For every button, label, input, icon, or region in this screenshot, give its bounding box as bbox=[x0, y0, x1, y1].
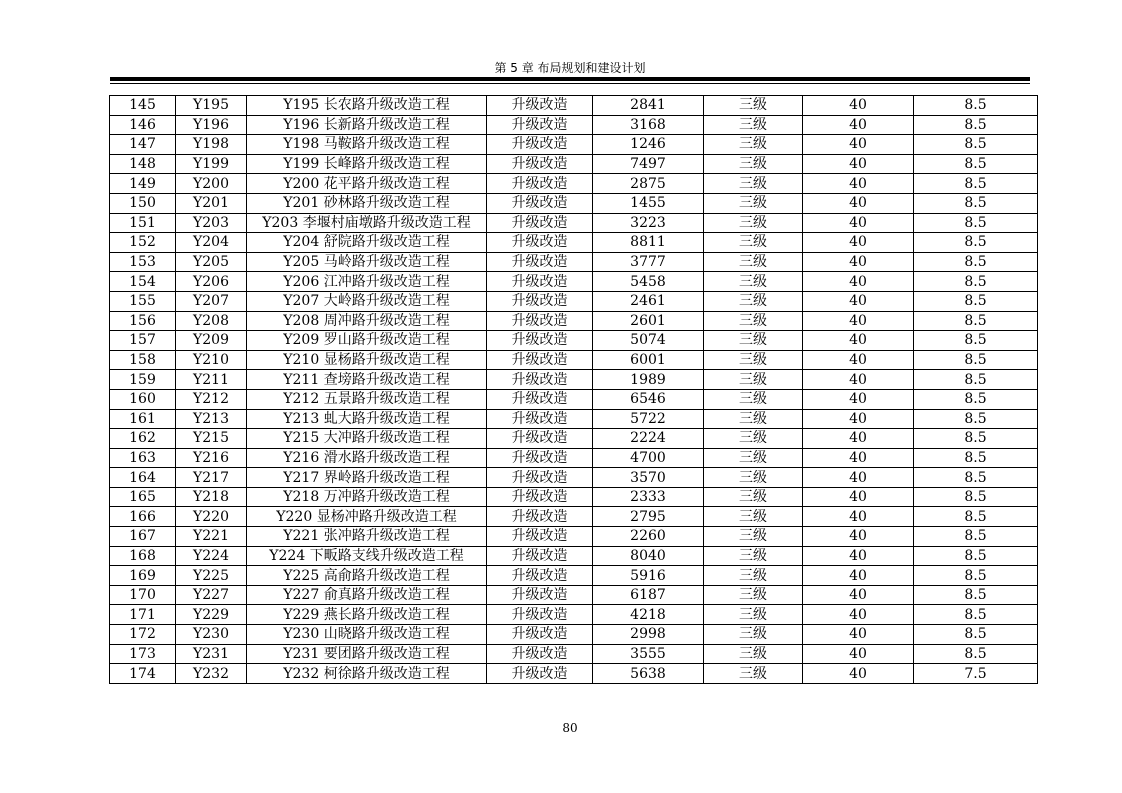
length-cell: 6187 bbox=[593, 585, 704, 605]
roadbed-width-cell: 8.5 bbox=[914, 370, 1038, 390]
project-name-cell: Y196 长新路升级改造工程 bbox=[247, 115, 487, 135]
roadbed-width-cell: 8.5 bbox=[914, 311, 1038, 331]
project-name-cell: Y224 下畈路支线升级改造工程 bbox=[247, 546, 487, 566]
design-speed-cell: 40 bbox=[803, 585, 914, 605]
project-name-cell: Y218 万冲路升级改造工程 bbox=[247, 487, 487, 507]
construction-type-cell: 升级改造 bbox=[487, 272, 593, 292]
row-index-cell: 165 bbox=[110, 487, 176, 507]
road-code-cell: Y206 bbox=[176, 272, 247, 292]
table-row bbox=[110, 409, 1038, 429]
road-code-cell: Y225 bbox=[176, 566, 247, 586]
construction-type-cell: 升级改造 bbox=[487, 213, 593, 233]
road-grade-cell: 三级 bbox=[704, 468, 803, 488]
row-index-cell: 147 bbox=[110, 135, 176, 155]
table-row bbox=[110, 429, 1038, 449]
project-name-cell: Y198 马鞍路升级改造工程 bbox=[247, 135, 487, 155]
road-grade-cell: 三级 bbox=[704, 331, 803, 351]
length-cell: 8811 bbox=[593, 233, 704, 253]
length-cell: 2998 bbox=[593, 625, 704, 645]
road-code-cell: Y209 bbox=[176, 331, 247, 351]
road-code-cell: Y215 bbox=[176, 429, 247, 449]
road-grade-cell: 三级 bbox=[704, 566, 803, 586]
construction-type-cell: 升级改造 bbox=[487, 311, 593, 331]
row-index-cell: 173 bbox=[110, 644, 176, 664]
design-speed-cell: 40 bbox=[803, 252, 914, 272]
project-name-cell: Y207 大岭路升级改造工程 bbox=[247, 291, 487, 311]
table-row bbox=[110, 546, 1038, 566]
length-cell: 4700 bbox=[593, 448, 704, 468]
road-grade-cell: 三级 bbox=[704, 664, 803, 684]
design-speed-cell: 40 bbox=[803, 96, 914, 116]
road-code-cell: Y205 bbox=[176, 252, 247, 272]
road-code-cell: Y216 bbox=[176, 448, 247, 468]
design-speed-cell: 40 bbox=[803, 487, 914, 507]
roadbed-width-cell: 8.5 bbox=[914, 115, 1038, 135]
table-row bbox=[110, 389, 1038, 409]
project-name-cell: Y217 界岭路升级改造工程 bbox=[247, 468, 487, 488]
row-index-cell: 174 bbox=[110, 664, 176, 684]
road-code-cell: Y221 bbox=[176, 527, 247, 547]
roadbed-width-cell: 8.5 bbox=[914, 507, 1038, 527]
project-name-cell: Y206 江冲路升级改造工程 bbox=[247, 272, 487, 292]
length-cell: 1246 bbox=[593, 135, 704, 155]
design-speed-cell: 40 bbox=[803, 546, 914, 566]
row-index-cell: 161 bbox=[110, 409, 176, 429]
road-code-cell: Y227 bbox=[176, 585, 247, 605]
table-row bbox=[110, 605, 1038, 625]
table-row bbox=[110, 370, 1038, 390]
design-speed-cell: 40 bbox=[803, 448, 914, 468]
road-grade-cell: 三级 bbox=[704, 213, 803, 233]
table-row bbox=[110, 625, 1038, 645]
design-speed-cell: 40 bbox=[803, 527, 914, 547]
chapter-title: 第 5 章 布局规划和建设计划 bbox=[494, 61, 646, 75]
design-speed-cell: 40 bbox=[803, 409, 914, 429]
header-rule-thin bbox=[110, 83, 1030, 84]
road-grade-cell: 三级 bbox=[704, 233, 803, 253]
project-name-cell: Y203 李堰村庙墩路升级改造工程 bbox=[247, 213, 487, 233]
length-cell: 5722 bbox=[593, 409, 704, 429]
roadbed-width-cell: 8.5 bbox=[914, 527, 1038, 547]
design-speed-cell: 40 bbox=[803, 233, 914, 253]
road-code-cell: Y224 bbox=[176, 546, 247, 566]
design-speed-cell: 40 bbox=[803, 174, 914, 194]
project-name-cell: Y232 柯徐路升级改造工程 bbox=[247, 664, 487, 684]
road-code-cell: Y195 bbox=[176, 96, 247, 116]
construction-type-cell: 升级改造 bbox=[487, 527, 593, 547]
design-speed-cell: 40 bbox=[803, 566, 914, 586]
project-name-cell: Y200 花平路升级改造工程 bbox=[247, 174, 487, 194]
roadbed-width-cell: 8.5 bbox=[914, 429, 1038, 449]
construction-type-cell: 升级改造 bbox=[487, 252, 593, 272]
design-speed-cell: 40 bbox=[803, 350, 914, 370]
design-speed-cell: 40 bbox=[803, 154, 914, 174]
road-grade-cell: 三级 bbox=[704, 429, 803, 449]
roadbed-width-cell: 8.5 bbox=[914, 566, 1038, 586]
row-index-cell: 145 bbox=[110, 96, 176, 116]
table-row bbox=[110, 487, 1038, 507]
road-code-cell: Y212 bbox=[176, 389, 247, 409]
row-index-cell: 159 bbox=[110, 370, 176, 390]
construction-type-cell: 升级改造 bbox=[487, 409, 593, 429]
row-index-cell: 152 bbox=[110, 233, 176, 253]
design-speed-cell: 40 bbox=[803, 468, 914, 488]
roadbed-width-cell: 8.5 bbox=[914, 605, 1038, 625]
table-row bbox=[110, 448, 1038, 468]
road-grade-cell: 三级 bbox=[704, 154, 803, 174]
road-code-cell: Y232 bbox=[176, 664, 247, 684]
construction-type-cell: 升级改造 bbox=[487, 625, 593, 645]
table-row bbox=[110, 644, 1038, 664]
roadbed-width-cell: 8.5 bbox=[914, 233, 1038, 253]
road-code-cell: Y217 bbox=[176, 468, 247, 488]
row-index-cell: 150 bbox=[110, 193, 176, 213]
table-row bbox=[110, 566, 1038, 586]
roadbed-width-cell: 8.5 bbox=[914, 213, 1038, 233]
length-cell: 3555 bbox=[593, 644, 704, 664]
project-name-cell: Y211 查塝路升级改造工程 bbox=[247, 370, 487, 390]
table-row bbox=[110, 115, 1038, 135]
table-row bbox=[110, 174, 1038, 194]
road-code-cell: Y211 bbox=[176, 370, 247, 390]
table-row bbox=[110, 252, 1038, 272]
length-cell: 5916 bbox=[593, 566, 704, 586]
roadbed-width-cell: 8.5 bbox=[914, 409, 1038, 429]
road-grade-cell: 三级 bbox=[704, 546, 803, 566]
road-grade-cell: 三级 bbox=[704, 291, 803, 311]
project-name-cell: Y231 要团路升级改造工程 bbox=[247, 644, 487, 664]
design-speed-cell: 40 bbox=[803, 213, 914, 233]
road-grade-cell: 三级 bbox=[704, 389, 803, 409]
construction-type-cell: 升级改造 bbox=[487, 193, 593, 213]
row-index-cell: 158 bbox=[110, 350, 176, 370]
road-code-cell: Y220 bbox=[176, 507, 247, 527]
row-index-cell: 153 bbox=[110, 252, 176, 272]
roadbed-width-cell: 8.5 bbox=[914, 96, 1038, 116]
roadbed-width-cell: 7.5 bbox=[914, 664, 1038, 684]
roadbed-width-cell: 8.5 bbox=[914, 625, 1038, 645]
project-name-cell: Y205 马岭路升级改造工程 bbox=[247, 252, 487, 272]
table-row bbox=[110, 311, 1038, 331]
road-grade-cell: 三级 bbox=[704, 507, 803, 527]
project-table bbox=[109, 95, 1038, 684]
road-grade-cell: 三级 bbox=[704, 644, 803, 664]
header-rule-thick bbox=[110, 77, 1030, 81]
construction-type-cell: 升级改造 bbox=[487, 96, 593, 116]
construction-type-cell: 升级改造 bbox=[487, 291, 593, 311]
project-name-cell: Y209 罗山路升级改造工程 bbox=[247, 331, 487, 351]
design-speed-cell: 40 bbox=[803, 193, 914, 213]
design-speed-cell: 40 bbox=[803, 389, 914, 409]
road-grade-cell: 三级 bbox=[704, 115, 803, 135]
length-cell: 5074 bbox=[593, 331, 704, 351]
construction-type-cell: 升级改造 bbox=[487, 154, 593, 174]
table-row bbox=[110, 585, 1038, 605]
table-row bbox=[110, 468, 1038, 488]
table-row bbox=[110, 213, 1038, 233]
roadbed-width-cell: 8.5 bbox=[914, 350, 1038, 370]
road-code-cell: Y208 bbox=[176, 311, 247, 331]
length-cell: 8040 bbox=[593, 546, 704, 566]
construction-type-cell: 升级改造 bbox=[487, 115, 593, 135]
road-grade-cell: 三级 bbox=[704, 527, 803, 547]
project-name-cell: Y210 显杨路升级改造工程 bbox=[247, 350, 487, 370]
roadbed-width-cell: 8.5 bbox=[914, 644, 1038, 664]
design-speed-cell: 40 bbox=[803, 664, 914, 684]
project-name-cell: Y212 五景路升级改造工程 bbox=[247, 389, 487, 409]
road-code-cell: Y231 bbox=[176, 644, 247, 664]
construction-type-cell: 升级改造 bbox=[487, 135, 593, 155]
length-cell: 3223 bbox=[593, 213, 704, 233]
road-grade-cell: 三级 bbox=[704, 625, 803, 645]
roadbed-width-cell: 8.5 bbox=[914, 546, 1038, 566]
construction-type-cell: 升级改造 bbox=[487, 331, 593, 351]
table-row bbox=[110, 507, 1038, 527]
road-grade-cell: 三级 bbox=[704, 193, 803, 213]
design-speed-cell: 40 bbox=[803, 272, 914, 292]
project-name-cell: Y221 张冲路升级改造工程 bbox=[247, 527, 487, 547]
road-grade-cell: 三级 bbox=[704, 487, 803, 507]
road-code-cell: Y201 bbox=[176, 193, 247, 213]
length-cell: 3777 bbox=[593, 252, 704, 272]
project-name-cell: Y225 高俞路升级改造工程 bbox=[247, 566, 487, 586]
road-grade-cell: 三级 bbox=[704, 311, 803, 331]
road-code-cell: Y230 bbox=[176, 625, 247, 645]
row-index-cell: 172 bbox=[110, 625, 176, 645]
project-name-cell: Y229 燕长路升级改造工程 bbox=[247, 605, 487, 625]
row-index-cell: 167 bbox=[110, 527, 176, 547]
design-speed-cell: 40 bbox=[803, 625, 914, 645]
table-row bbox=[110, 527, 1038, 547]
row-index-cell: 151 bbox=[110, 213, 176, 233]
construction-type-cell: 升级改造 bbox=[487, 566, 593, 586]
table-row bbox=[110, 350, 1038, 370]
road-code-cell: Y199 bbox=[176, 154, 247, 174]
row-index-cell: 148 bbox=[110, 154, 176, 174]
construction-type-cell: 升级改造 bbox=[487, 664, 593, 684]
roadbed-width-cell: 8.5 bbox=[914, 585, 1038, 605]
project-name-cell: Y199 长峰路升级改造工程 bbox=[247, 154, 487, 174]
roadbed-width-cell: 8.5 bbox=[914, 468, 1038, 488]
road-grade-cell: 三级 bbox=[704, 350, 803, 370]
roadbed-width-cell: 8.5 bbox=[914, 448, 1038, 468]
road-grade-cell: 三级 bbox=[704, 135, 803, 155]
design-speed-cell: 40 bbox=[803, 135, 914, 155]
table-row bbox=[110, 331, 1038, 351]
length-cell: 2795 bbox=[593, 507, 704, 527]
construction-type-cell: 升级改造 bbox=[487, 448, 593, 468]
length-cell: 1989 bbox=[593, 370, 704, 390]
design-speed-cell: 40 bbox=[803, 115, 914, 135]
roadbed-width-cell: 8.5 bbox=[914, 154, 1038, 174]
length-cell: 2601 bbox=[593, 311, 704, 331]
road-code-cell: Y203 bbox=[176, 213, 247, 233]
table-body bbox=[110, 96, 1038, 684]
length-cell: 2875 bbox=[593, 174, 704, 194]
project-name-cell: Y216 滑水路升级改造工程 bbox=[247, 448, 487, 468]
table-row bbox=[110, 233, 1038, 253]
road-grade-cell: 三级 bbox=[704, 409, 803, 429]
roadbed-width-cell: 8.5 bbox=[914, 252, 1038, 272]
construction-type-cell: 升级改造 bbox=[487, 644, 593, 664]
roadbed-width-cell: 8.5 bbox=[914, 135, 1038, 155]
road-code-cell: Y204 bbox=[176, 233, 247, 253]
road-code-cell: Y229 bbox=[176, 605, 247, 625]
project-name-cell: Y230 山晓路升级改造工程 bbox=[247, 625, 487, 645]
road-code-cell: Y198 bbox=[176, 135, 247, 155]
length-cell: 2461 bbox=[593, 291, 704, 311]
length-cell: 6546 bbox=[593, 389, 704, 409]
length-cell: 2333 bbox=[593, 487, 704, 507]
page-number: 80 bbox=[562, 721, 578, 735]
road-grade-cell: 三级 bbox=[704, 252, 803, 272]
road-grade-cell: 三级 bbox=[704, 174, 803, 194]
table-row bbox=[110, 96, 1038, 116]
roadbed-width-cell: 8.5 bbox=[914, 193, 1038, 213]
design-speed-cell: 40 bbox=[803, 429, 914, 449]
row-index-cell: 155 bbox=[110, 291, 176, 311]
row-index-cell: 156 bbox=[110, 311, 176, 331]
row-index-cell: 162 bbox=[110, 429, 176, 449]
project-name-cell: Y204 舒院路升级改造工程 bbox=[247, 233, 487, 253]
roadbed-width-cell: 8.5 bbox=[914, 389, 1038, 409]
design-speed-cell: 40 bbox=[803, 291, 914, 311]
row-index-cell: 169 bbox=[110, 566, 176, 586]
length-cell: 6001 bbox=[593, 350, 704, 370]
length-cell: 7497 bbox=[593, 154, 704, 174]
row-index-cell: 164 bbox=[110, 468, 176, 488]
road-code-cell: Y210 bbox=[176, 350, 247, 370]
construction-type-cell: 升级改造 bbox=[487, 174, 593, 194]
table-row bbox=[110, 193, 1038, 213]
construction-type-cell: 升级改造 bbox=[487, 468, 593, 488]
row-index-cell: 168 bbox=[110, 546, 176, 566]
road-grade-cell: 三级 bbox=[704, 370, 803, 390]
construction-type-cell: 升级改造 bbox=[487, 605, 593, 625]
project-name-cell: Y227 俞真路升级改造工程 bbox=[247, 585, 487, 605]
project-name-cell: Y208 周冲路升级改造工程 bbox=[247, 311, 487, 331]
road-grade-cell: 三级 bbox=[704, 605, 803, 625]
road-grade-cell: 三级 bbox=[704, 272, 803, 292]
construction-type-cell: 升级改造 bbox=[487, 546, 593, 566]
road-grade-cell: 三级 bbox=[704, 96, 803, 116]
table-row bbox=[110, 154, 1038, 174]
length-cell: 3570 bbox=[593, 468, 704, 488]
project-name-cell: Y213 虬大路升级改造工程 bbox=[247, 409, 487, 429]
table-row bbox=[110, 135, 1038, 155]
design-speed-cell: 40 bbox=[803, 331, 914, 351]
row-index-cell: 146 bbox=[110, 115, 176, 135]
design-speed-cell: 40 bbox=[803, 507, 914, 527]
construction-type-cell: 升级改造 bbox=[487, 507, 593, 527]
length-cell: 3168 bbox=[593, 115, 704, 135]
roadbed-width-cell: 8.5 bbox=[914, 487, 1038, 507]
roadbed-width-cell: 8.5 bbox=[914, 331, 1038, 351]
construction-type-cell: 升级改造 bbox=[487, 487, 593, 507]
roadbed-width-cell: 8.5 bbox=[914, 174, 1038, 194]
row-index-cell: 154 bbox=[110, 272, 176, 292]
length-cell: 1455 bbox=[593, 193, 704, 213]
road-code-cell: Y200 bbox=[176, 174, 247, 194]
road-code-cell: Y213 bbox=[176, 409, 247, 429]
construction-type-cell: 升级改造 bbox=[487, 389, 593, 409]
project-name-cell: Y215 大冲路升级改造工程 bbox=[247, 429, 487, 449]
project-name-cell: Y220 显杨冲路升级改造工程 bbox=[247, 507, 487, 527]
design-speed-cell: 40 bbox=[803, 370, 914, 390]
road-grade-cell: 三级 bbox=[704, 448, 803, 468]
design-speed-cell: 40 bbox=[803, 605, 914, 625]
length-cell: 2260 bbox=[593, 527, 704, 547]
table-row bbox=[110, 664, 1038, 684]
roadbed-width-cell: 8.5 bbox=[914, 291, 1038, 311]
project-name-cell: Y201 砂林路升级改造工程 bbox=[247, 193, 487, 213]
road-code-cell: Y218 bbox=[176, 487, 247, 507]
row-index-cell: 149 bbox=[110, 174, 176, 194]
row-index-cell: 157 bbox=[110, 331, 176, 351]
road-grade-cell: 三级 bbox=[704, 585, 803, 605]
table-row bbox=[110, 291, 1038, 311]
length-cell: 2224 bbox=[593, 429, 704, 449]
length-cell: 5458 bbox=[593, 272, 704, 292]
row-index-cell: 163 bbox=[110, 448, 176, 468]
length-cell: 4218 bbox=[593, 605, 704, 625]
row-index-cell: 170 bbox=[110, 585, 176, 605]
road-code-cell: Y196 bbox=[176, 115, 247, 135]
roadbed-width-cell: 8.5 bbox=[914, 272, 1038, 292]
construction-type-cell: 升级改造 bbox=[487, 350, 593, 370]
row-index-cell: 160 bbox=[110, 389, 176, 409]
length-cell: 2841 bbox=[593, 96, 704, 116]
road-code-cell: Y207 bbox=[176, 291, 247, 311]
construction-type-cell: 升级改造 bbox=[487, 585, 593, 605]
table-row bbox=[110, 272, 1038, 292]
design-speed-cell: 40 bbox=[803, 644, 914, 664]
length-cell: 5638 bbox=[593, 664, 704, 684]
construction-type-cell: 升级改造 bbox=[487, 233, 593, 253]
construction-type-cell: 升级改造 bbox=[487, 370, 593, 390]
row-index-cell: 166 bbox=[110, 507, 176, 527]
construction-type-cell: 升级改造 bbox=[487, 429, 593, 449]
row-index-cell: 171 bbox=[110, 605, 176, 625]
design-speed-cell: 40 bbox=[803, 311, 914, 331]
project-name-cell: Y195 长农路升级改造工程 bbox=[247, 96, 487, 116]
